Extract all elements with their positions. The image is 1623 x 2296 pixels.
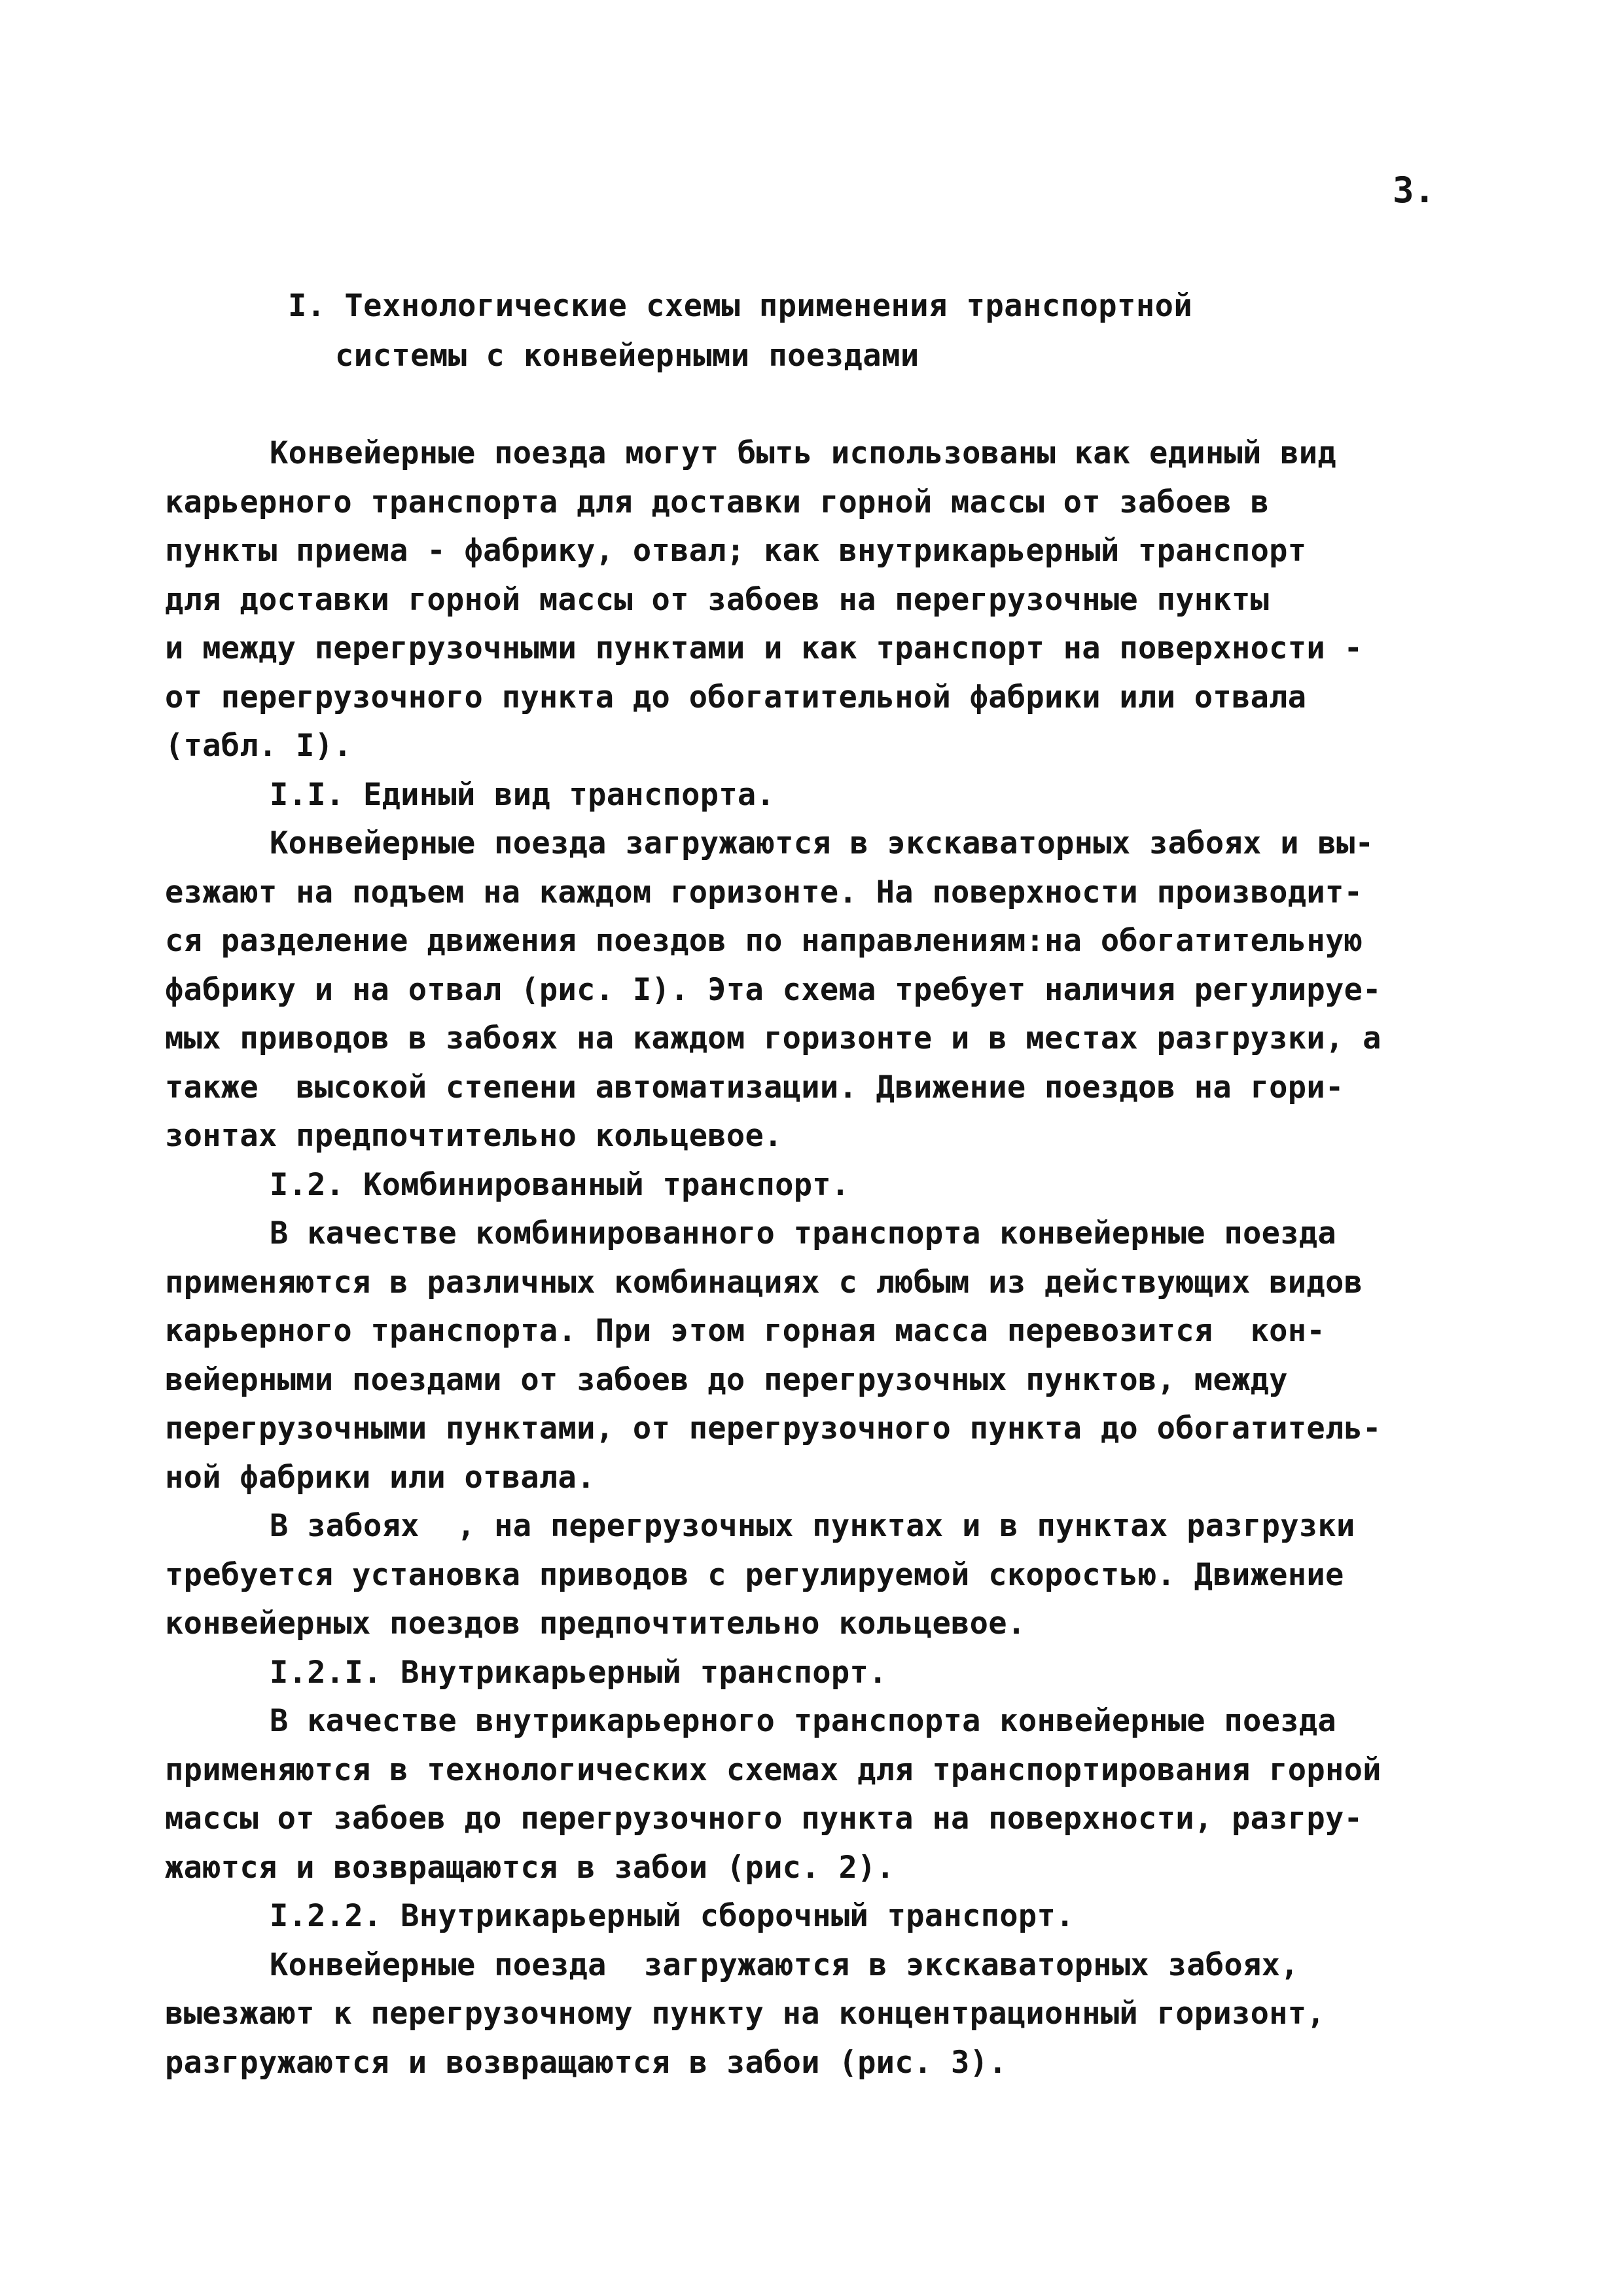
paragraph-line: В качестве комбинированного транспорта конвейерные поезда <box>270 1215 1336 1251</box>
paragraph-line: мых приводов в забоях на каждом горизонте и в местах разгрузки, а <box>165 1020 1382 1056</box>
body-text <box>165 429 1500 2087</box>
paragraph-line: перегрузочными пунктами, от перегрузочного пункта до обогатитель- <box>165 1410 1382 1446</box>
paragraph-line: Конвейерные поезда загружаются в экскаваторных забоях и вы- <box>270 825 1374 861</box>
paragraph-line: для доставки горной массы от забоев на перегрузочные пункты <box>165 581 1270 618</box>
paragraph-line: карьерного транспорта для доставки горной массы от забоев в <box>165 484 1270 520</box>
paragraph-line: (табл. I). <box>165 728 352 764</box>
paragraph-line: В забоях , на перегрузочных пунктах и в пунктах разгрузки <box>270 1508 1355 1544</box>
heading-line-2: системы с конвейерными поездами <box>335 338 919 374</box>
paragraph-line: разгружаются и возвращаются в забои (рис. 3). <box>165 2044 1007 2081</box>
paragraph-line: ной фабрики или отвала. <box>165 1459 596 1496</box>
paragraph-line: массы от забоев до перегрузочного пункта на поверхности, разгру- <box>165 1801 1363 1837</box>
paragraph-line: фабрику и на отвал (рис. I). Эта схема требует наличия регулируе- <box>165 971 1382 1008</box>
paragraph-line: вейерными поездами от забоев до перегрузочных пунктов, между <box>165 1361 1288 1398</box>
paragraph-line: конвейерных поездов предпочтительно кольцевое. <box>165 1605 1026 1641</box>
paragraph-line: Конвейерные поезда могут быть использованы как единый вид <box>270 435 1336 471</box>
heading-line-1: I. Технологические схемы применения транспортной <box>288 288 1193 324</box>
paragraph-line: пункты приема - фабрику, отвал; как внутрикарьерный транспорт <box>165 533 1307 569</box>
paragraph-line: жаются и возвращаются в забои (рис. 2). <box>165 1849 895 1886</box>
subsection-heading: I.2.2. Внутрикарьерный сборочный транспорт. <box>270 1898 1075 1934</box>
paragraph-line: Конвейерные поезда загружаются в экскаваторных забоях, <box>270 1946 1299 1983</box>
page-number: 3. <box>1393 170 1436 211</box>
paragraph-line: применяются в технологических схемах для транспортирования горной <box>165 1751 1382 1788</box>
paragraph-line: карьерного транспорта. При этом горная масса перевозится кон- <box>165 1313 1325 1349</box>
paragraph-line: от перегрузочного пункта до обогатительной фабрики или отвала <box>165 679 1307 715</box>
subsection-heading: I.2. Комбинированный транспорт. <box>270 1166 850 1203</box>
subsection-heading: I.I. Единый вид транспорта. <box>270 776 776 813</box>
section-heading <box>288 281 1192 381</box>
paragraph-line: выезжают к перегрузочному пункту на концентрационный горизонт, <box>165 1996 1325 2032</box>
paragraph-line: ся разделение движения поездов по направлениям:на обогатительную <box>165 923 1363 959</box>
paragraph-line: В качестве внутрикарьерного транспорта конвейерные поезда <box>270 1703 1336 1739</box>
paragraph-line: требуется установка приводов с регулируемой скоростью. Движение <box>165 1556 1344 1593</box>
paragraph-line: зонтах предпочтительно кольцевое. <box>165 1118 783 1154</box>
paragraph-line: езжают на подъем на каждом горизонте. На поверхности производит- <box>165 874 1363 910</box>
paragraph-line: также высокой степени автоматизации. Движение поездов на гори- <box>165 1069 1344 1105</box>
paragraph-line: применяются в различных комбинациях с любым из действующих видов <box>165 1264 1363 1300</box>
paragraph-line: и между перегрузочными пунктами и как транспорт на поверхности - <box>165 630 1363 666</box>
subsection-heading: I.2.I. Внутрикарьерный транспорт. <box>270 1654 887 1691</box>
